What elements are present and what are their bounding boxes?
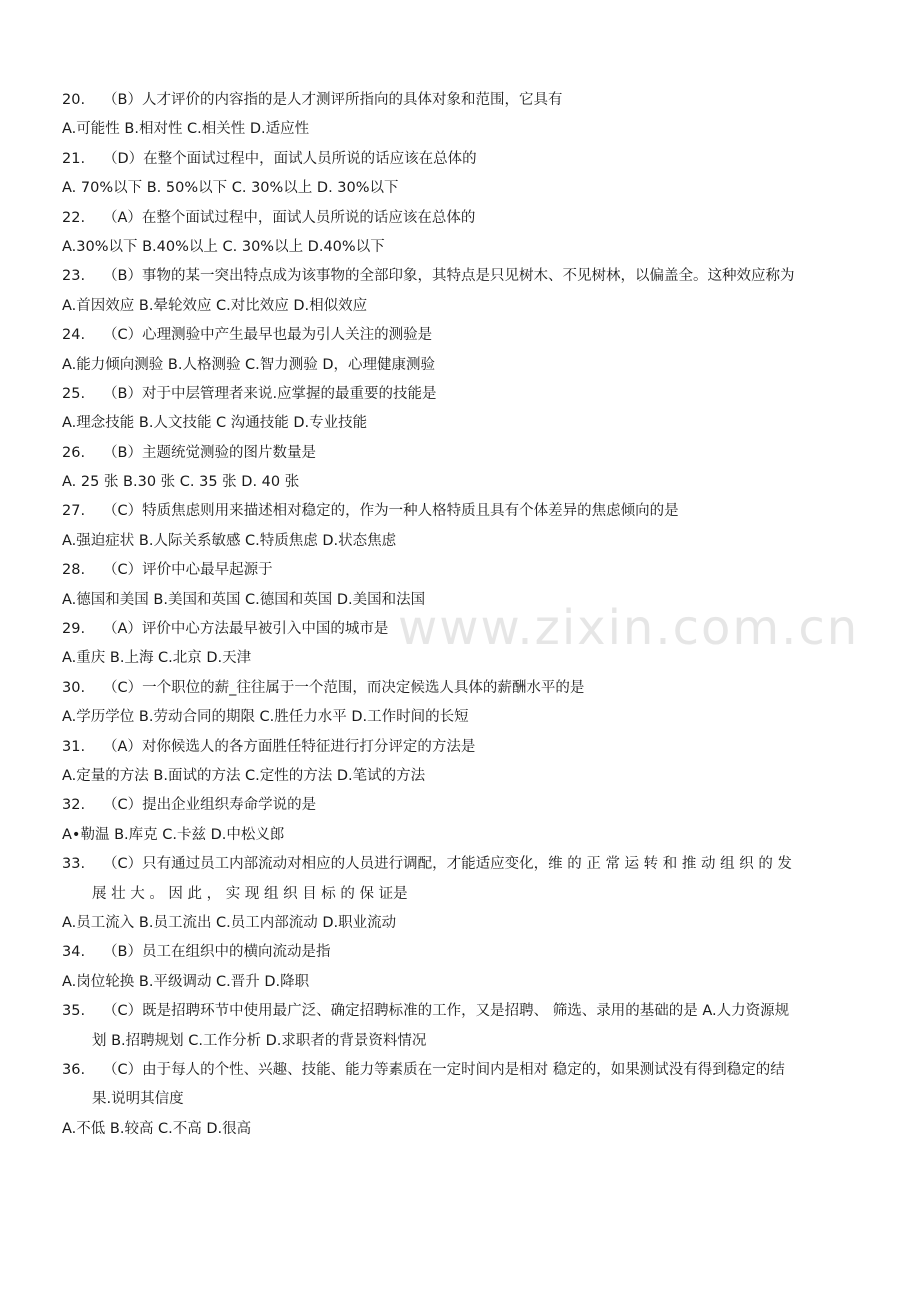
question-number: 36. [62,1061,86,1078]
answer-options: A.首因效应 B.晕轮效应 C.对比效应 D.相似效应 [62,297,368,314]
question-text: （A）对你候选人的各方面胜任特征进行打分评定的方法是 [103,738,476,755]
question-text: （B）人才评价的内容指的是人才测评所指向的具体对象和范围，它具有 [103,92,563,108]
question-text: （C）既是招聘环节中使用最广泛、确定招聘标准的工作，又是招聘、 筛选、录用的基础的是 A.人力资源规 [103,1003,790,1020]
answer-options: A.定量的方法 B.面试的方法 C.定性的方法 D.笔试的方法 [62,767,426,784]
question-item [62,1056,868,1144]
question-item [62,262,868,321]
answer-options: A.强迫症状 B.人际关系敏感 C.特质焦虑 D.状态焦虑 [62,532,397,549]
question-text: （C）一个职位的薪_往往属于一个范围，而决定候选人具体的薪酬水平的是 [103,679,585,696]
answer-options: A.能力倾向测验 B.人格测验 C.智力测验 D，心理健康测验 [62,356,436,373]
question-number: 35. [62,1003,86,1020]
question-item [62,86,868,145]
question-item [62,204,868,263]
question-item [62,997,868,1056]
question-text: （B）事物的某一突出特点成为该事物的全部印象，其特点是只见树木、不见树林，以偏盖全。这种效应称为 [103,268,795,285]
question-text: （A）评价中心方法最早被引入中国的城市是 [103,621,389,638]
question-number: 29. [62,621,86,638]
question-number: 28. [62,562,86,579]
question-line [62,556,868,585]
question-number: 25. [62,385,86,402]
question-line [62,262,868,291]
question-item [62,497,868,556]
answer-options: A.学历学位 B.劳动合同的期限 C.胜任力水平 D.工作时间的长短 [62,709,469,726]
answer-options: A.不低 B.较高 C.不高 D.很高 [62,1120,252,1137]
answer-options: A•勒温 B.库克 C.卡兹 D.中松义郎 [62,826,285,843]
question-number: 24. [62,327,86,344]
question-line [62,321,868,350]
question-item [62,439,868,498]
question-number: 22. [62,209,86,226]
question-line [62,145,868,174]
question-line [62,850,868,879]
watermark: www.zixin.com.cn [398,600,860,656]
question-number: 26. [62,444,86,461]
answer-options: A.可能性 B.相对性 C.相关性 D.适应性 [62,121,310,138]
question-text: （B）主题统觉测验的图片数量是 [103,444,316,461]
answer-options: A.理念技能 B.人文技能 C 沟通技能 D.专业技能 [62,415,368,432]
question-item [62,733,868,792]
question-item [62,850,868,938]
question-continuation: 果.说明其信度 [92,1091,184,1108]
question-line [62,791,868,820]
question-text: （C）特质焦虑则用来描述相对稳定的，作为一种人格特质且具有个体差异的焦虑倾向的是 [103,503,679,520]
question-continuation: 展 壮 大 。 因 此 ， 实 现 组 织 目 标 的 保 证是 [92,885,408,902]
question-item [62,145,868,204]
question-item [62,380,868,439]
question-number: 21. [62,150,86,167]
question-number: 20. [62,92,86,108]
question-text: （B）员工在组织中的横向流动是指 [103,944,331,961]
question-line [62,86,868,115]
question-line [62,380,868,409]
question-line [62,497,868,526]
question-line [62,938,868,967]
question-line [62,674,868,703]
question-text: （C）心理测验中产生最早也最为引人关注的测验是 [103,327,433,344]
question-line [62,733,868,762]
answer-options: A.员工流入 B.员工流出 C.员工内部流动 D.职业流动 [62,914,397,931]
answer-options: A.德国和美国 B.美国和英国 C.德国和英国 D.美国和法国 [62,591,426,608]
question-item [62,674,868,733]
question-continuation: 划 B.招聘规划 C.工作分析 D.求职者的背景资料情况 [92,1032,427,1049]
question-number: 23. [62,268,86,285]
question-line [62,204,868,233]
question-text: （A）在整个面试过程中，面试人员所说的话应该在总体的 [103,209,476,226]
answer-options: A.岗位轮换 B.平级调动 C.晋升 D.降职 [62,973,310,990]
question-text: （D）在整个面试过程中，面试人员所说的话应该在总体的 [103,150,477,167]
answer-options: A.重庆 B.上海 C.北京 D.天津 [62,650,252,667]
question-line [62,1056,868,1085]
question-number: 32. [62,797,86,814]
question-line [62,615,868,644]
question-number: 27. [62,503,86,520]
question-text: （B）对于中层管理者来说.应掌握的最重要的技能是 [103,385,437,402]
question-item [62,938,868,997]
question-number: 31. [62,738,86,755]
question-text: （C）评价中心最早起源于 [103,562,273,579]
question-text: （C）提出企业组织寿命学说的是 [103,797,317,814]
question-item [62,615,868,674]
question-item [62,791,868,850]
question-text: （C）只有通过员工内部流动对相应的人员进行调配，才能适应变化，维 的 正 常 运 转 和 推 动 组 织 的 发 [103,856,792,873]
question-item [62,556,868,615]
answer-options: A. 25 张 B.30 张 C. 35 张 D. 40 张 [62,474,300,491]
question-number: 30. [62,679,86,696]
question-number: 33. [62,856,86,873]
question-number: 34. [62,944,86,961]
answer-options: A. 70%以下 B. 50%以下 C. 30%以上 D. 30%以下 [62,180,399,197]
question-item [62,321,868,380]
question-line [62,439,868,468]
question-list [62,86,868,1144]
question-line [62,997,868,1026]
question-text: （C）由于每人的个性、兴趣、技能、能力等素质在一定时间内是相对 稳定的，如果测试没有得到稳定的结 [103,1061,785,1078]
answer-options: A.30%以下 B.40%以上 C. 30%以上 D.40%以下 [62,238,385,255]
